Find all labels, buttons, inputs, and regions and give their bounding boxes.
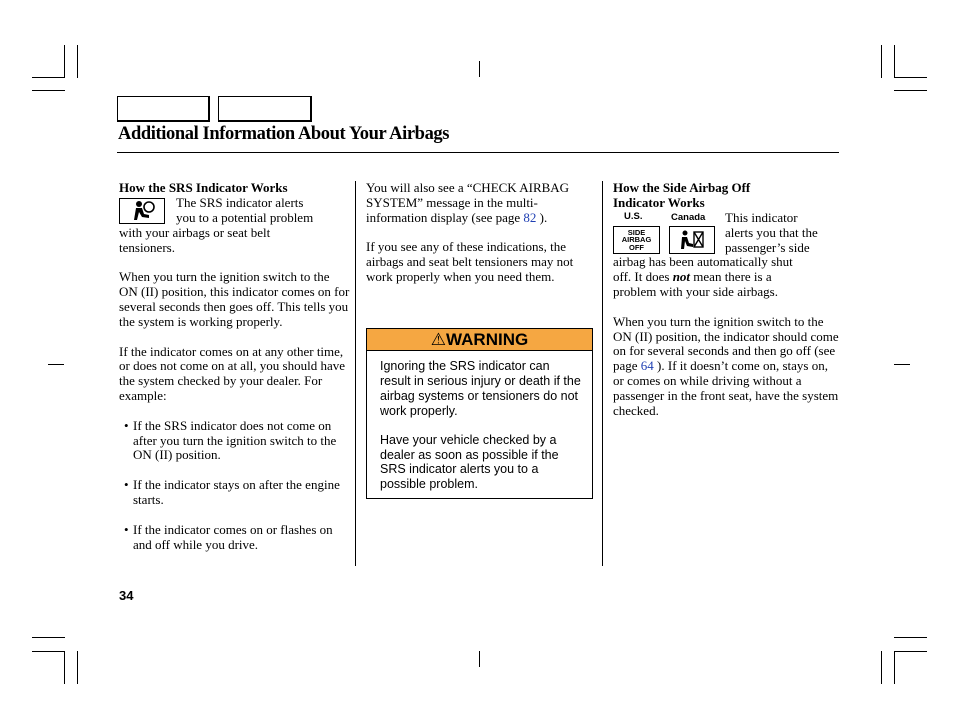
page-link-82[interactable]: 82 [523,209,537,225]
column-2 [366,181,590,285]
list-item: • If the indicator comes on or flashes on and off while you drive. [124,521,333,552]
srs-text-line-4: tensioners. [119,239,175,255]
warning-paragraph-2: Have your vehicle checked by a dealer as soon as possible if the SRS indicator alerts you to a possible problem. [380,432,559,492]
side-airbag-paragraph-2: When you turn the ignition switch to the ON (II) position, the indicator should come on for several seconds and then go off (see page 64 ). If it doesn’t come on, stays on, or comes on while driving without a passenger in the front seat, have the system checked. [613,313,839,418]
srs-text-line-2: you to a potential problem [176,209,314,225]
warning-header [366,328,593,351]
page-title: Additional Information About Your Airbags [118,124,450,144]
srs-indicator-icon [119,198,165,224]
srs-text-line-1: The SRS indicator alerts [176,194,304,210]
side-airbag-off-us-icon: SIDE AIRBAG OFF [613,226,660,254]
srs-paragraph-3: If the indicator comes on at any other time, or does not come on at all, you should have the system checked by your dealer. For example: [119,343,346,403]
list-item: • If the indicator stays on after the engine starts. [124,477,340,507]
warning-box [366,351,593,499]
page-number: 34 [119,588,134,603]
column-divider-1 [355,181,356,566]
us-label: U.S. [624,211,643,222]
header-tab-1 [117,96,210,122]
title-rule [117,152,839,153]
warning-paragraph-1: Ignoring the SRS indicator can result in serious injury or death if the airbag systems or tensioners do not work properly. [380,359,581,418]
warning-label: WARNING [446,330,529,349]
srs-paragraph-2: When you turn the ignition switch to the ON (II) position, this indicator comes on for several seconds then goes off. This tells you the system is working properly. [119,269,350,329]
column-divider-2 [602,181,603,566]
side-airbag-heading-line-1: How the Side Airbag Off [613,180,751,195]
warning-triangle-icon: ⚠ [430,330,447,349]
page-link-64[interactable]: 64 [640,358,654,374]
indications-paragraph: If you see any of these indications, the airbags and seat belt tensioners may not work properly when you need them. [366,239,574,284]
srs-heading: How the SRS Indicator Works [119,180,288,195]
side-airbag-text: This indicator alerts you that the passenger’s side airbag has been automatically shut off. It does not mean there is a problem with your side airbags. When you turn the ignition switch to the ON (II) position, the indicator should come on for several seconds and then go off (see page 64 ). If it doesn’t come on, stays on, or comes on while driving without a passenger in the front seat, have the system checked. [613,210,839,418]
srs-text-line-3: with your airbags or seat belt [119,224,271,240]
check-airbag-paragraph: You will also see a “CHECK AIRBAG SYSTEM” message in the multi-information display (see page 82 ). [366,180,570,225]
column-1 [119,181,351,552]
header-tab-2 [218,96,312,122]
side-airbag-heading-line-2: Indicator Works [613,194,705,210]
canada-label: Canada [671,212,706,223]
column-3 [613,181,839,211]
list-item: • If the SRS indicator does not come on after you turn the ignition switch to the ON (II) position. [124,417,337,463]
